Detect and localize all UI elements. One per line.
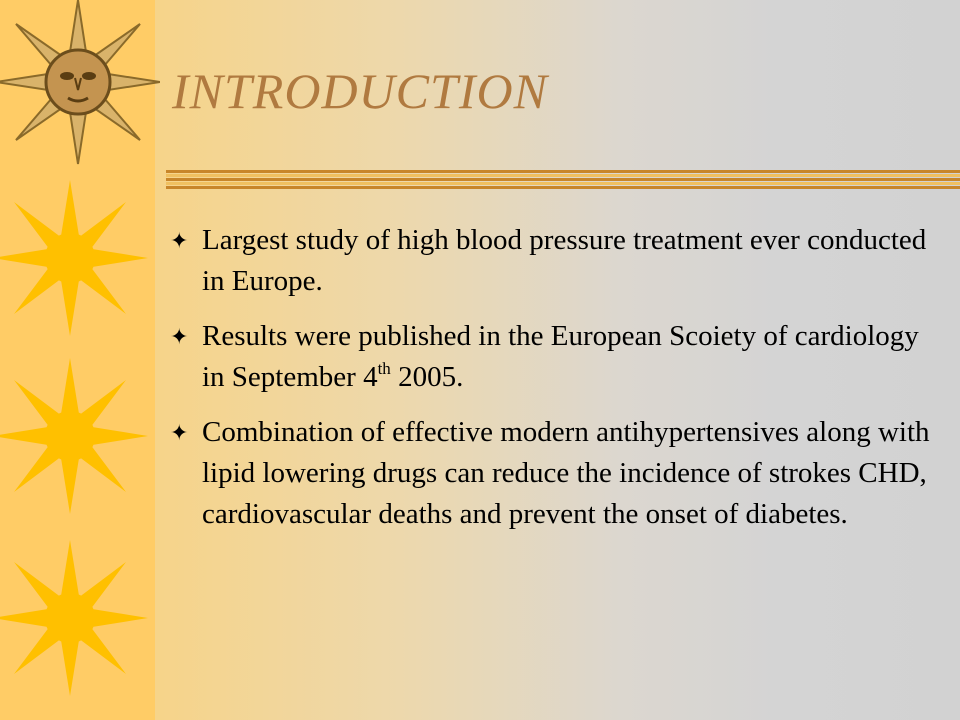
ordinal-suffix: th — [377, 359, 391, 379]
bullet-text: Largest study of high blood pressure treatment ever conducted in Europe. — [202, 224, 927, 297]
list-item — [170, 316, 945, 398]
star-bullet-icon: ✦ — [170, 325, 189, 350]
bullet-list — [170, 220, 945, 549]
bullet-text: Combination of effective modern antihypertensives along with lipid lowering drugs can reduce the incidence of strokes CHD, cardiovascular deaths and prevent the onset of diabetes. — [202, 416, 930, 530]
slide-title: INTRODUCTION — [172, 63, 548, 119]
star-bullet-icon: ✦ — [170, 229, 189, 254]
bullet-text-end: 2005. — [390, 361, 464, 393]
list-item — [170, 220, 945, 302]
sun-face-icon — [0, 0, 160, 165]
sun-icon — [0, 528, 160, 720]
title-divider — [166, 170, 960, 190]
bullet-text-main: Results were published in the European Scoiety of cardiology in September 4 — [202, 320, 919, 393]
sun-icon — [0, 168, 160, 348]
bullet-text — [202, 320, 919, 393]
sun-icon — [0, 348, 160, 528]
star-bullet-icon: ✦ — [170, 421, 189, 446]
list-item — [170, 412, 945, 535]
